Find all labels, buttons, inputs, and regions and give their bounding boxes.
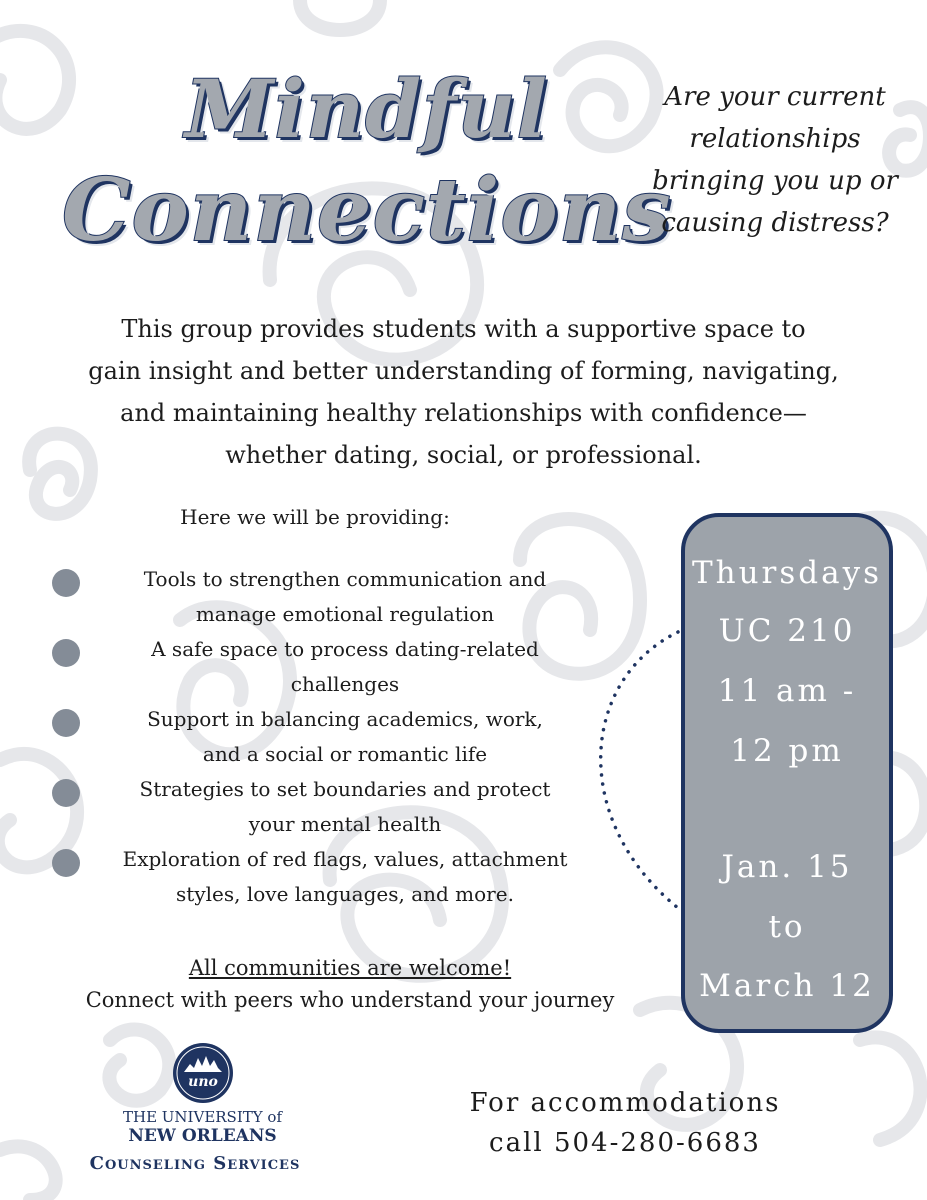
question-line: bringing you up or — [652, 166, 898, 196]
list-item-line: Exploration of red flags, values, attachment — [122, 847, 568, 871]
list-item-line: manage emotional regulation — [195, 602, 495, 626]
accommodations-phone: call 504-280-6683 — [489, 1128, 761, 1158]
intro-paragraph — [20, 308, 907, 476]
accommodations-line-1: For accommodations — [469, 1088, 781, 1118]
counseling-services-label: Counseling Services — [89, 1153, 301, 1174]
uno-seal-logo — [172, 1042, 234, 1104]
welcome-text: All communities are welcome! — [188, 956, 512, 980]
list-item-line: and a social or romantic life — [202, 742, 488, 766]
intro-line: whether dating, social, or professional. — [225, 441, 702, 469]
intro-line: This group provides students with a supportive space to — [121, 315, 806, 343]
list-item-text — [90, 632, 600, 702]
schedule-date-separator: to — [768, 909, 806, 945]
list-item — [52, 562, 612, 632]
list-item-line: Support in balancing academics, work, — [147, 707, 543, 731]
offerings-list — [52, 562, 612, 912]
title-connections: Connections — [62, 160, 672, 261]
schedule-day: Thursdays — [691, 555, 883, 591]
connect-text: Connect with peers who understand your journey — [85, 988, 615, 1012]
schedule-date-end: March 12 — [699, 968, 875, 1004]
university-line-1: THE UNIVERSITY of — [122, 1108, 283, 1126]
bullet-dot-icon — [52, 709, 80, 737]
list-item-text — [90, 562, 600, 632]
list-item-text — [90, 842, 600, 912]
intro-line: and maintaining healthy relationships with confidence— — [120, 399, 807, 427]
schedule-time-end: 12 pm — [730, 733, 844, 769]
list-item — [52, 632, 612, 702]
bullet-dot-icon — [52, 779, 80, 807]
list-item-line: A safe space to process dating-related — [151, 637, 539, 661]
title-mindful: Mindful — [185, 62, 549, 156]
list-item — [52, 702, 612, 772]
schedule-date-start: Jan. 15 — [721, 849, 853, 885]
university-line-2: NEW ORLEANS — [128, 1126, 277, 1146]
schedule-room: UC 210 — [718, 613, 856, 649]
list-item-text — [90, 702, 600, 772]
question-line: relationships — [689, 124, 861, 154]
bullet-dot-icon — [52, 639, 80, 667]
question-block — [640, 76, 910, 244]
schedule-time-start: 11 am - — [717, 673, 857, 709]
list-item-line: your mental health — [248, 812, 442, 836]
list-item-line: Tools to strengthen communication and — [143, 567, 547, 591]
schedule-panel — [681, 513, 893, 1033]
providing-heading: Here we will be providing: — [180, 505, 450, 529]
list-item-text — [90, 772, 600, 842]
bullet-dot-icon — [52, 849, 80, 877]
intro-line: gain insight and better understanding of forming, navigating, — [88, 357, 839, 385]
bullet-dot-icon — [52, 569, 80, 597]
list-item-line: styles, love languages, and more. — [176, 882, 514, 906]
list-item — [52, 772, 612, 842]
seal-text: uno — [188, 1074, 218, 1090]
list-item — [52, 842, 612, 912]
list-item-line: Strategies to set boundaries and protect — [139, 777, 551, 801]
question-line: causing distress? — [661, 208, 889, 238]
list-item-line: challenges — [290, 672, 400, 696]
question-line: Are your current — [664, 82, 886, 112]
dotted-connector-arc — [570, 620, 690, 920]
